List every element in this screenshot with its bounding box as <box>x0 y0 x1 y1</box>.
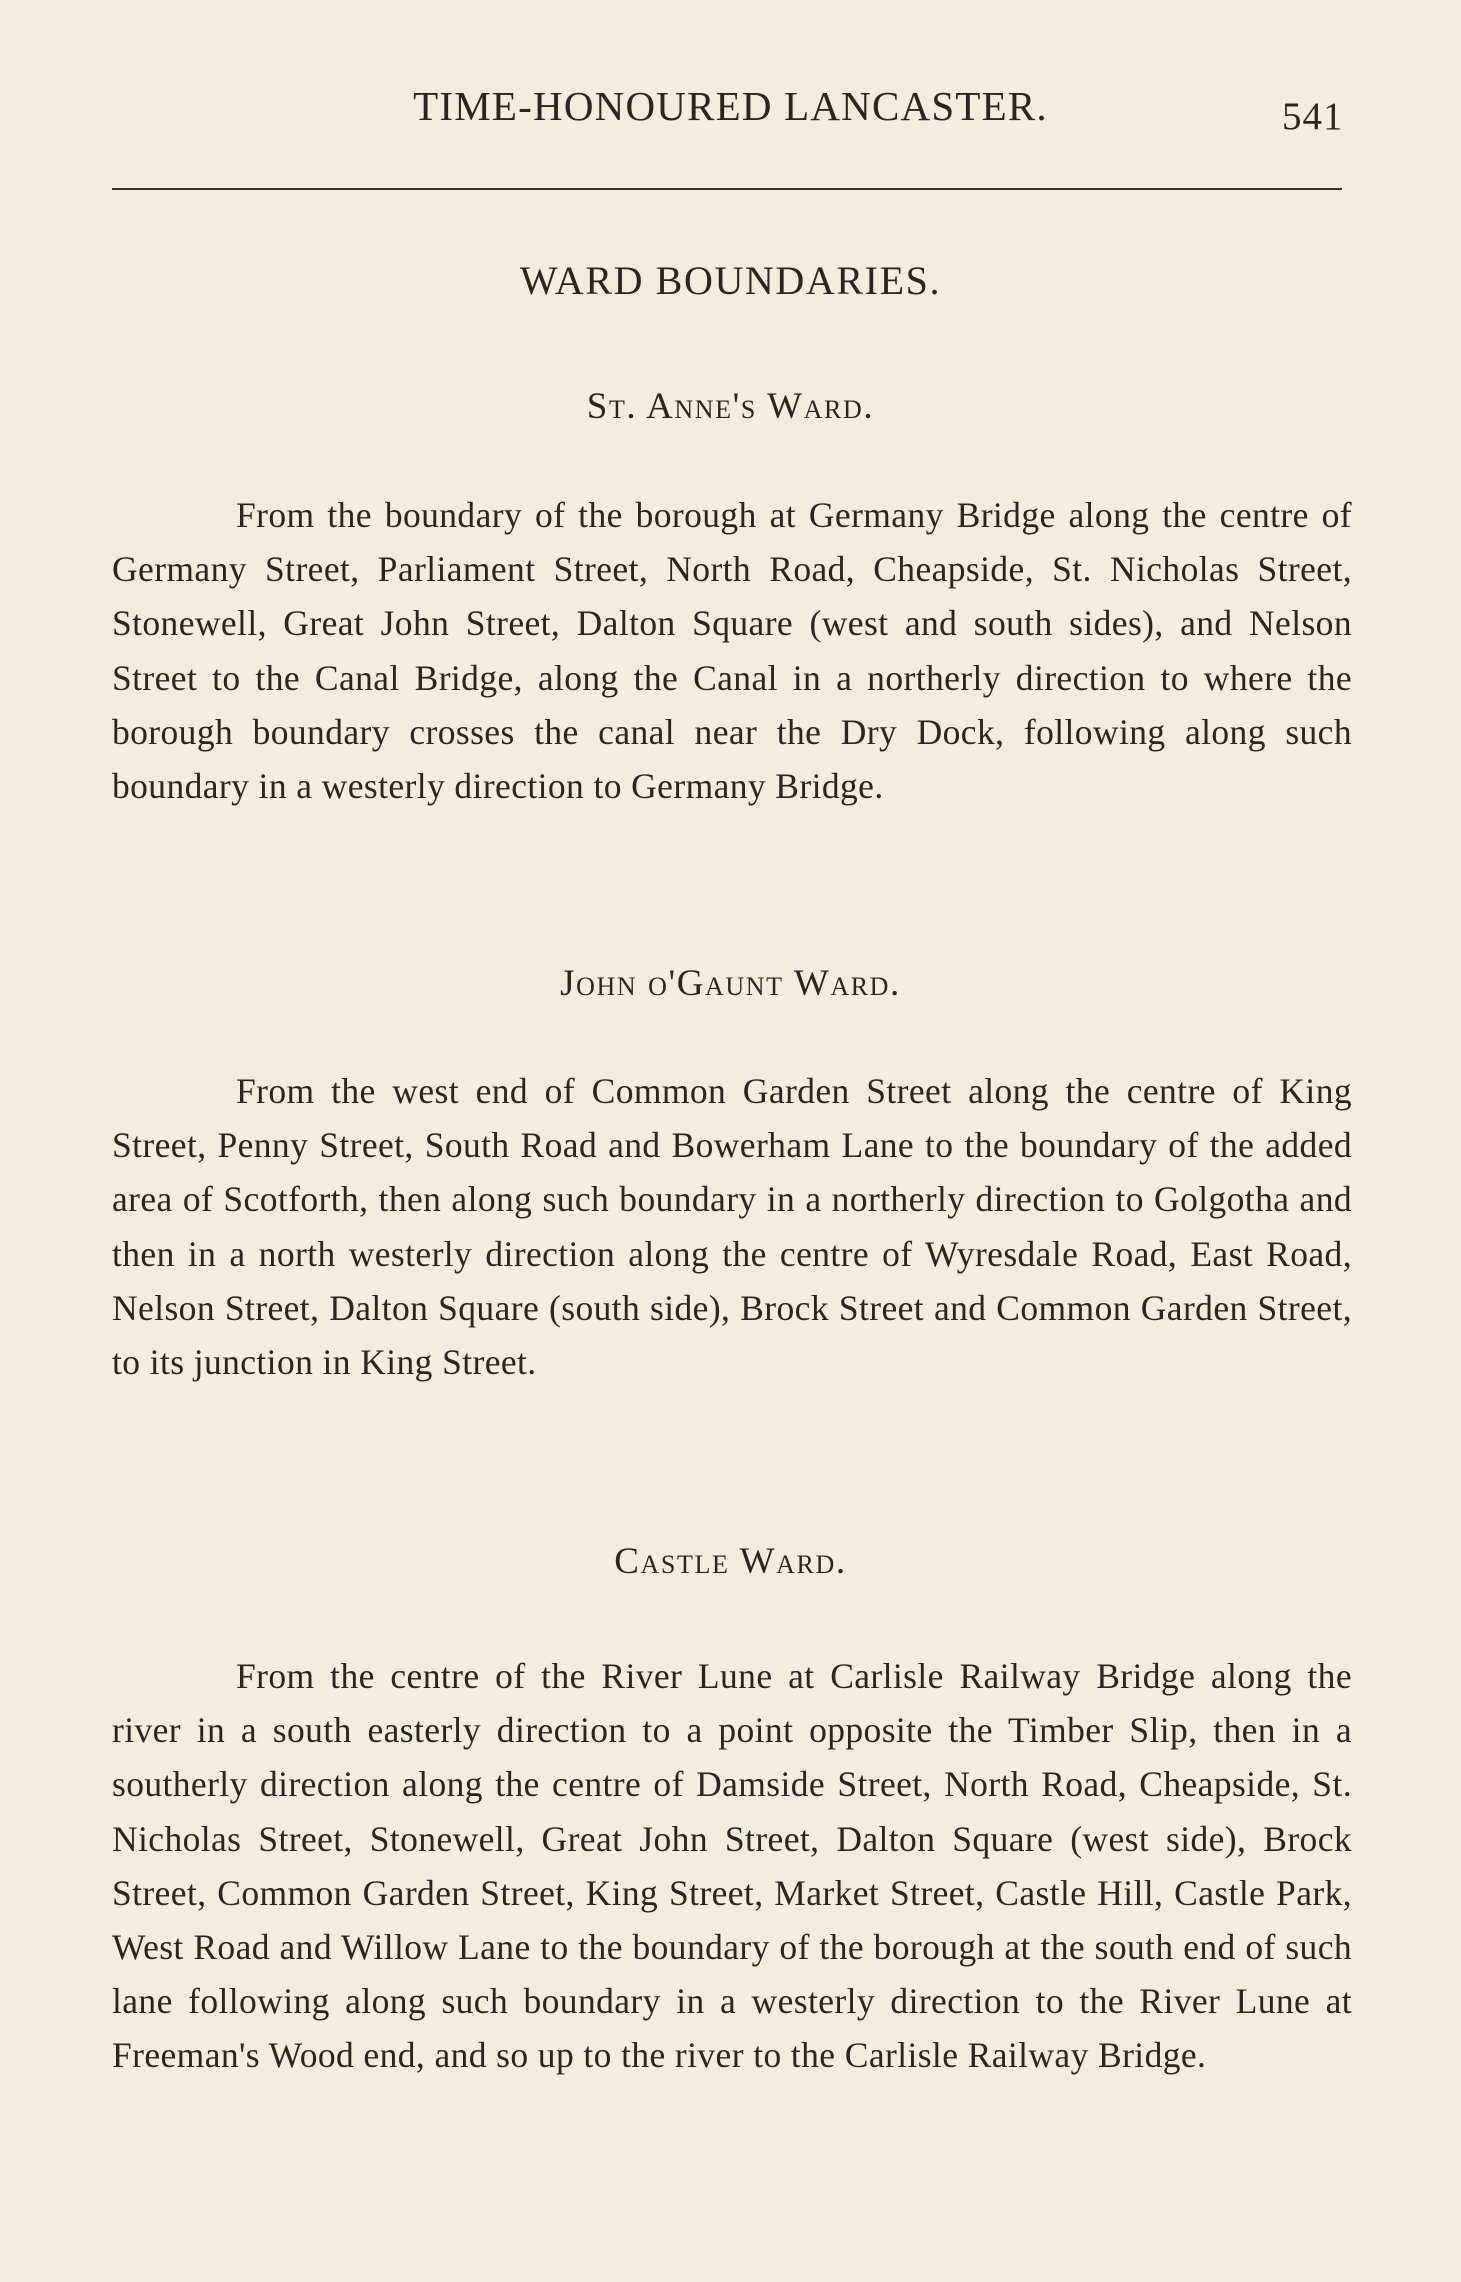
running-head-title: TIME-HONOURED LANCASTER. <box>413 83 1048 129</box>
ward-heading-castle: Castle Ward. <box>614 1541 847 1582</box>
ward-description-john-o-gaunt: From the west end of Common Garden Street along the centre of King Street, Penny Street, South Road and Bowerham Lane to the boundary of the added area of Scotforth, then along such boundary in a northerly direction to Golgotha and then in a north westerly direction along the centre of Wyresdale Road, East Road, Nelson Street, Dalton Square (south side), Brock Street and Common Garden Street, to its junction in King Street. <box>112 1071 1352 1383</box>
ward-heading-john-o-gaunt: John o'Gaunt Ward. <box>560 963 901 1004</box>
ward-description-st-annes: From the boundary of the borough at Germany Bridge along the centre of Germany Street, Parliament Street, North Road, Cheapside, St. Nicholas Street, Stonewell, Great John Street, Dalton Square (west and south sides), and Nelson Street to the Canal Bridge, along the Canal in a northerly direction to where the borough boundary crosses the canal near the Dry Dock, following along such boundary in a westerly direction to Germany Bridge. <box>112 495 1352 807</box>
ward-description-castle: From the centre of the River Lune at Carlisle Railway Bridge along the river in a south easterly direction to a point opposite the Timber Slip, then in a southerly direction along the centre of Damside Street, North Road, Cheapside, St. Nicholas Street, Stonewell, Great John Street, Dalton Square (west side), Brock Street, Common Garden Street, King Street, Market Street, Castle Hill, Castle Park, West Road and Willow Lane to the boundary of the borough at the south end of such lane following along such boundary in a westerly direction to the River Lune at Freeman's Wood end, and so up to the river to the Carlisle Railway Bridge. <box>112 1656 1352 2076</box>
chapter-title: WARD BOUNDARIES. <box>519 258 942 303</box>
header-rule <box>112 188 1342 190</box>
ward-heading-st-annes: St. Anne's Ward. <box>586 386 875 427</box>
page-number: 541 <box>1282 95 1344 138</box>
